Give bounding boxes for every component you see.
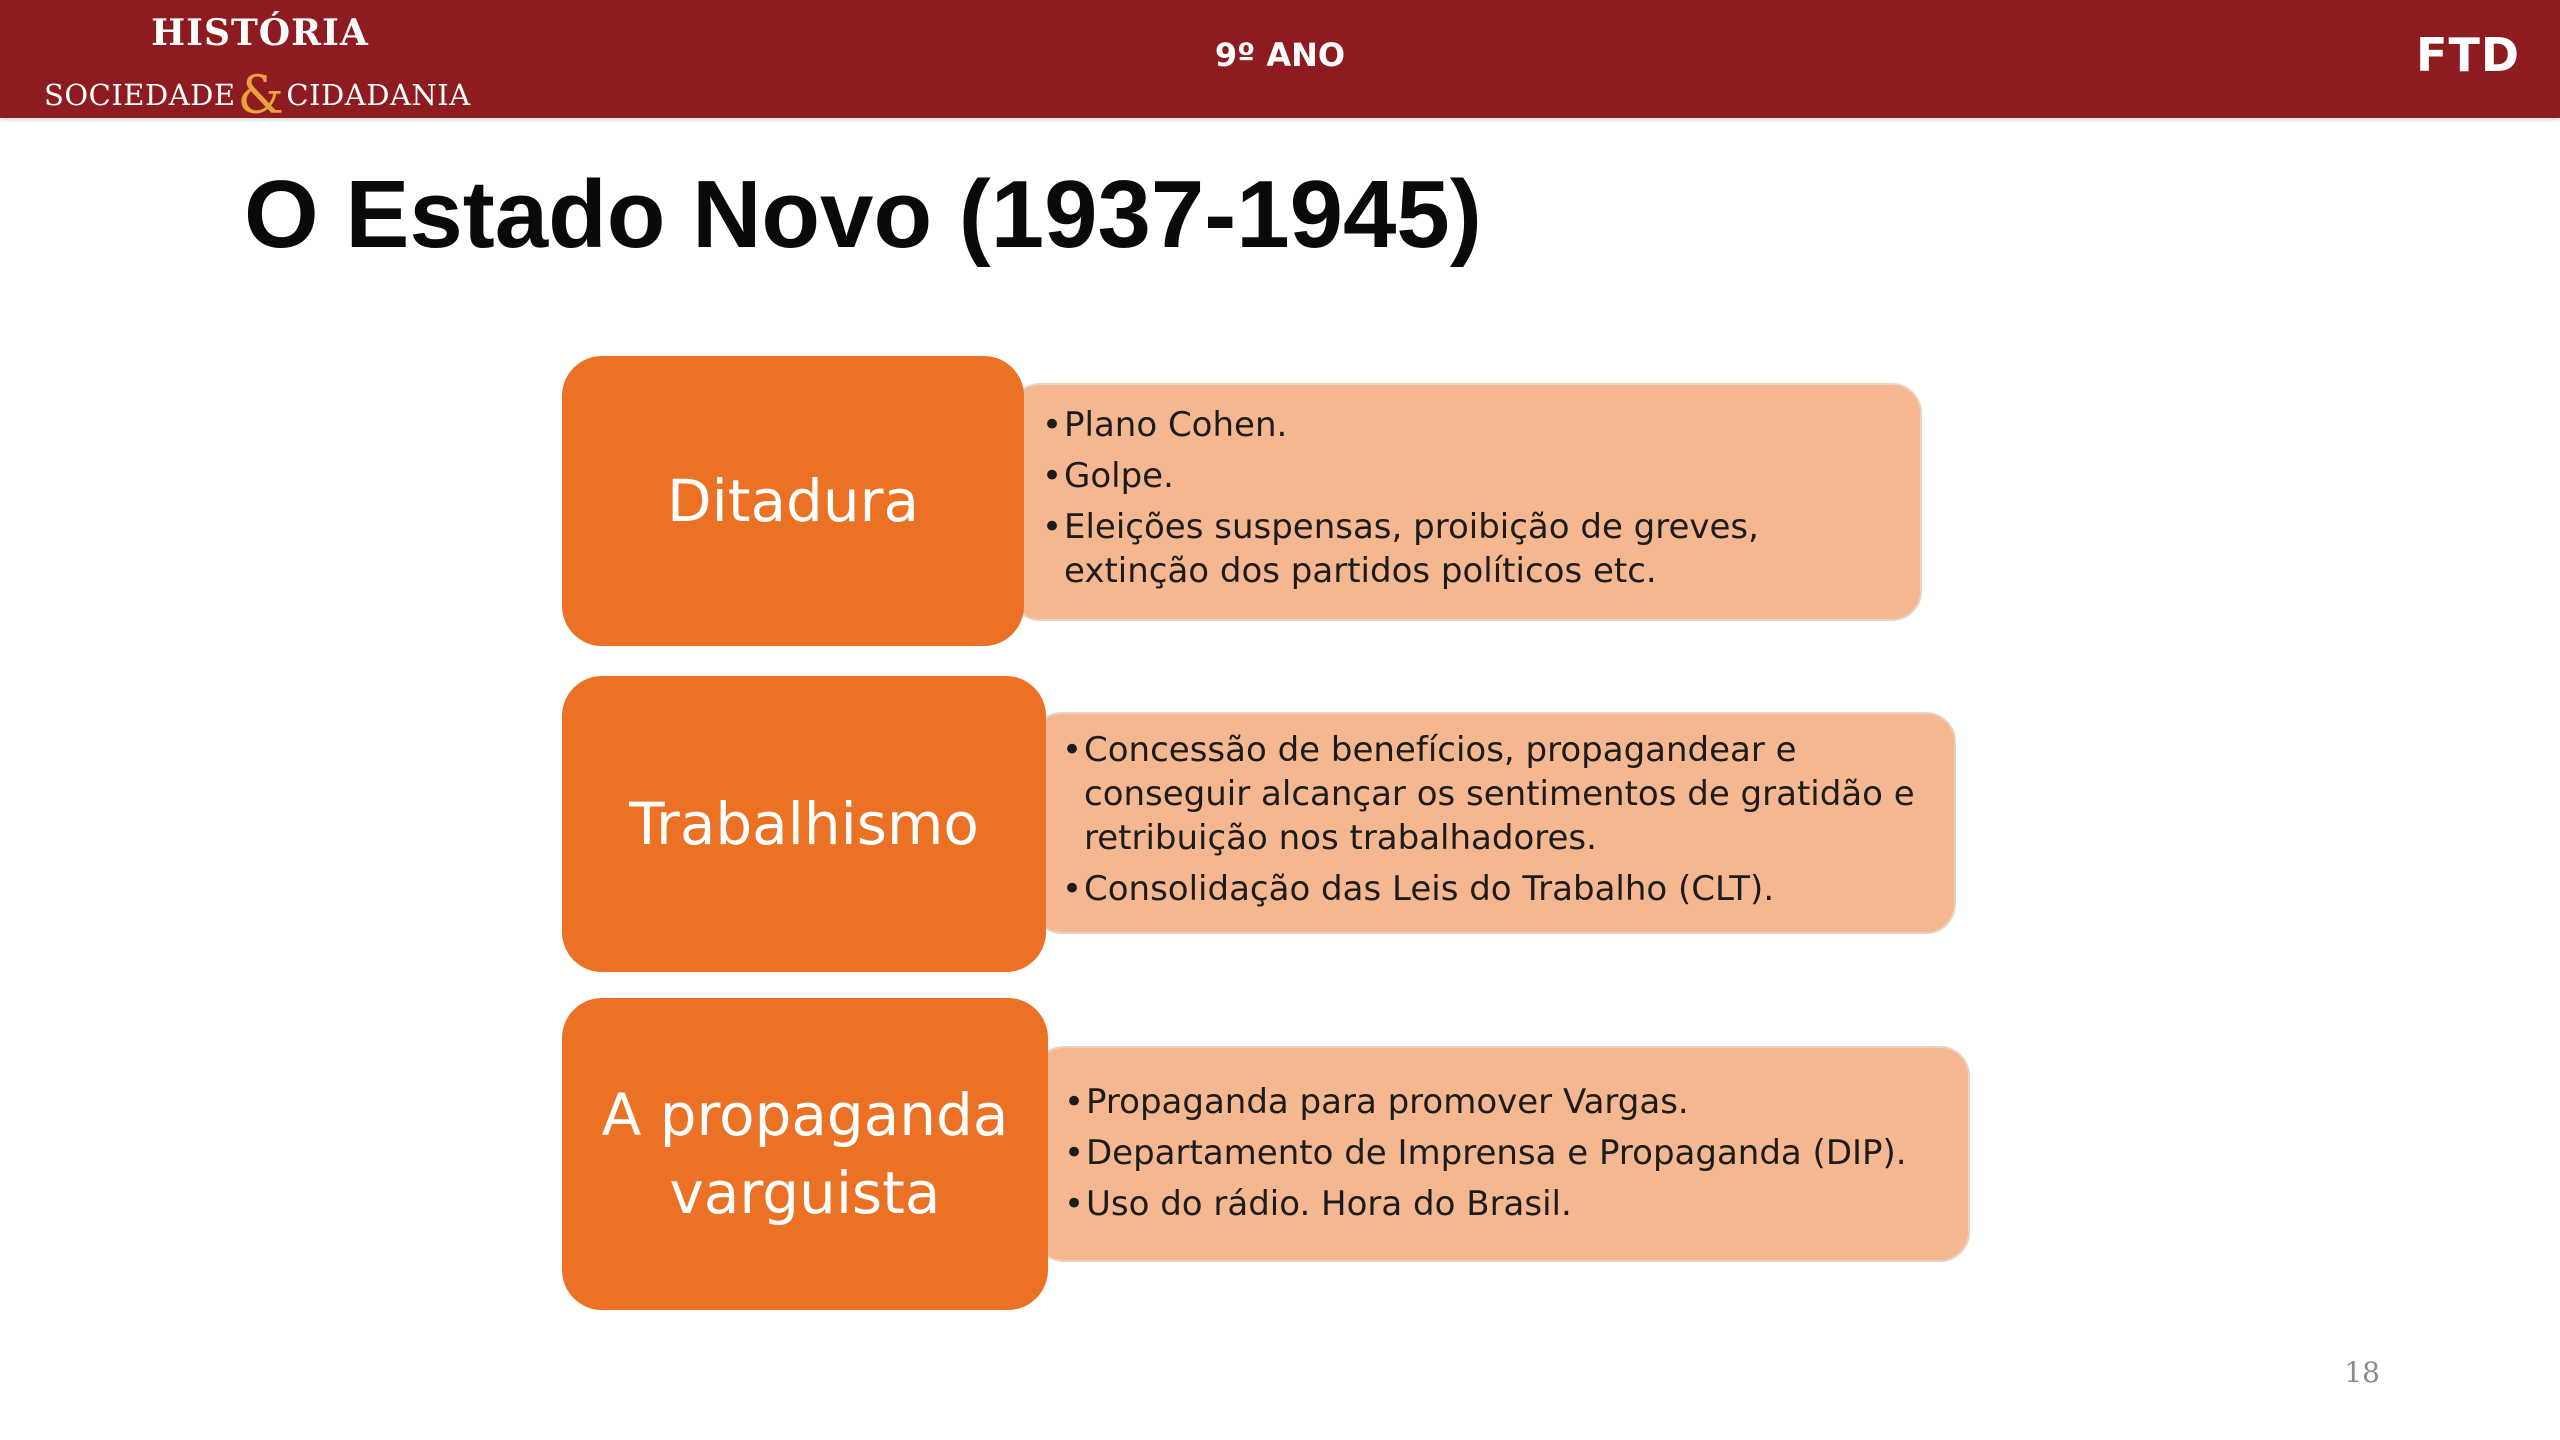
page-number: 18	[2344, 1356, 2380, 1389]
label-box-trabalhismo: Trabalhismo	[562, 676, 1046, 972]
label-box-propaganda: A propaganda varguista	[562, 998, 1048, 1310]
list-item: • Eleições suspensas, proibição de greves, extinção dos partidos políticos etc.	[1042, 505, 1882, 593]
list-item: • Propaganda para promover Vargas.	[1064, 1080, 1944, 1124]
label-box-ditadura: Ditadura	[562, 356, 1024, 646]
detail-box-propaganda	[1034, 1046, 1970, 1262]
detail-box-trabalhismo	[1032, 712, 1956, 934]
bullet-list	[1062, 728, 1942, 918]
list-item: • Golpe.	[1042, 454, 1882, 498]
logo-ampersand: &	[237, 66, 285, 126]
header-bar	[0, 0, 2560, 126]
list-item: • Plano Cohen.	[1042, 403, 1882, 447]
bullet-list	[1042, 403, 1882, 600]
publisher-logo: FTD	[2416, 28, 2520, 82]
logo-subtitle	[44, 58, 471, 126]
list-item: • Departamento de Imprensa e Propaganda (DIP).	[1064, 1131, 1944, 1175]
bullet-list	[1064, 1080, 1944, 1233]
logo-title: HISTÓRIA	[151, 12, 369, 54]
logo-left-word: SOCIEDADE	[44, 78, 236, 112]
page-title: O Estado Novo (1937-1945)	[244, 161, 1482, 268]
logo-right-word: CIDADANIA	[286, 78, 471, 112]
list-item: • Concessão de benefícios, propagandear e conseguir alcançar os sentimentos de gratidão e retribuição nos trabalhadores.	[1062, 728, 1942, 860]
list-item: • Consolidação das Leis do Trabalho (CLT).	[1062, 867, 1942, 911]
list-item: • Uso do rádio. Hora do Brasil.	[1064, 1182, 1944, 1226]
detail-box-ditadura	[1010, 383, 1922, 621]
grade-label: 9º ANO	[1214, 36, 1346, 74]
